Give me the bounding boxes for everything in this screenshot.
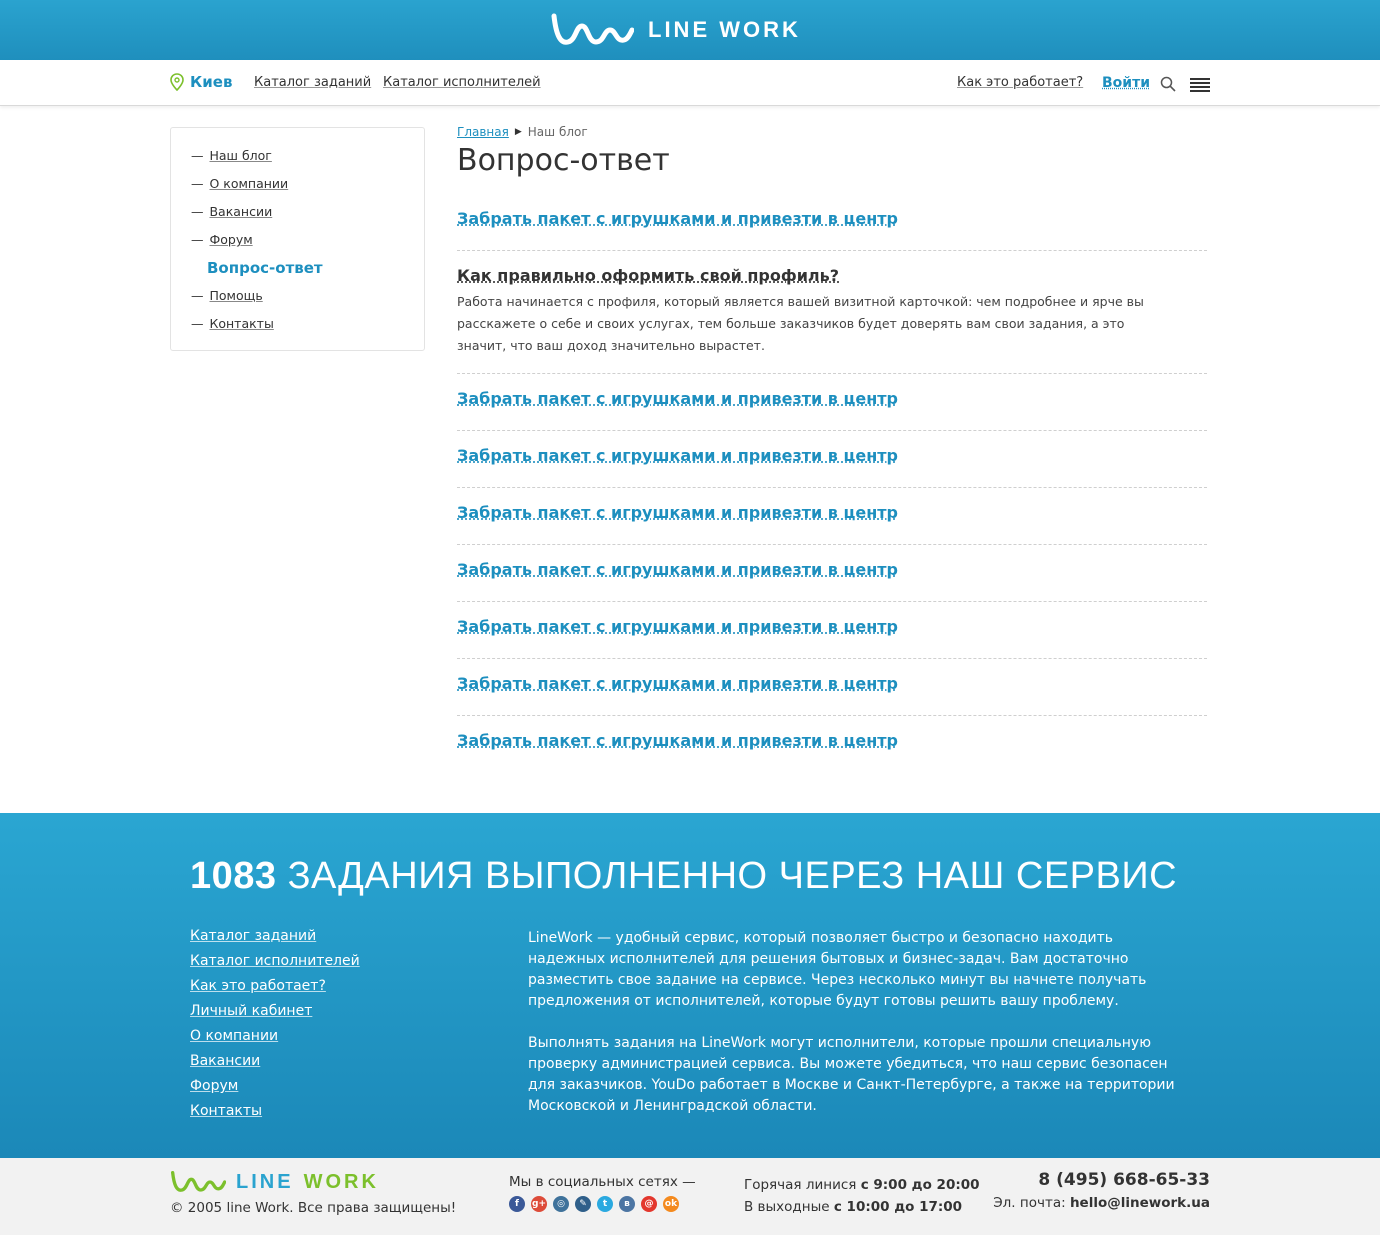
sidebar-item-help[interactable]: — Помощь — [191, 288, 263, 303]
copyright: © 2005 line Work. Все права защищены! — [170, 1200, 457, 1216]
about-text — [528, 928, 1188, 1117]
nav-how-it-works[interactable]: Как это работает? — [957, 75, 1084, 90]
faq-answer: Работа начинается с профиля, который является вашей визитной карточкой: чем подробнее и ярче вы расскажете о себе и своих услугах, тем больше заказчиков будет доверять вам свои задания, а это значит, что ваш доход значительно вырастет. — [457, 294, 1144, 353]
weekend-time: с 10:00 до 17:00 — [833, 1199, 963, 1215]
hotline-time: с 9:00 до 20:00 — [860, 1177, 980, 1193]
sidebar-item-vacancies[interactable]: — Вакансии — [191, 204, 273, 219]
about-paragraph: Выполнять задания на LineWork могут исполнители, которые прошли специальную проверку администрацией сервиса. Вы можете убедиться, что наш сервис безопасен для заказчиков. YouDo работает в Москве и Санкт-Петербурге, а также на территории Московской и Ленинградской области. — [528, 1035, 1175, 1114]
faq-item — [457, 674, 1207, 693]
footer-link-task-catalog[interactable]: Каталог заданий — [190, 928, 317, 944]
search-icon — [1160, 76, 1176, 92]
faq-item — [457, 209, 1207, 228]
faq-item — [457, 560, 1207, 579]
faq-item — [457, 617, 1207, 636]
chevron-right-icon: ▶ — [514, 127, 522, 137]
footer-link-forum[interactable]: Форум — [190, 1078, 239, 1094]
breadcrumb — [457, 125, 588, 139]
hotline-hours — [744, 1174, 980, 1218]
vk-icon[interactable]: в — [619, 1196, 635, 1212]
nav-task-catalog[interactable]: Каталог заданий — [254, 75, 372, 90]
sidebar-item-label: Помощь — [209, 288, 263, 303]
footer-link-about[interactable]: О компании — [190, 1028, 279, 1044]
sidebar-item-about[interactable]: — О компании — [191, 176, 289, 191]
faq-item — [457, 446, 1207, 465]
sidebar-item-contacts[interactable]: — Контакты — [191, 316, 274, 331]
logo-mark-icon — [170, 1170, 226, 1194]
faq-divider — [457, 715, 1207, 716]
email-link[interactable]: hello@linework.ua — [1069, 1195, 1210, 1211]
brand-header — [0, 0, 1380, 60]
faq-question[interactable]: Забрать пакет с игрушками и привезти в центр — [457, 674, 898, 693]
faq-question-open[interactable]: Как правильно оформить свой профиль? — [457, 266, 840, 285]
stat-number: 1083 — [190, 855, 277, 897]
footer-bottom — [0, 1158, 1380, 1235]
phone-number[interactable]: 8 (495) 668-65-33 — [1038, 1170, 1210, 1190]
sidebar-menu — [170, 127, 425, 351]
site-logo[interactable] — [550, 10, 801, 50]
footer-link-account[interactable]: Личный кабинет — [190, 1003, 313, 1019]
faq-divider — [457, 601, 1207, 602]
faq-divider — [457, 430, 1207, 431]
faq-item — [457, 389, 1207, 408]
footer-link-performer-catalog[interactable]: Каталог исполнителей — [190, 953, 360, 969]
faq-divider — [457, 250, 1207, 251]
sidebar-item-faq-active[interactable] — [191, 258, 404, 286]
faq-question[interactable]: Забрать пакет с игрушками и привезти в центр — [457, 389, 898, 408]
faq-question[interactable]: Забрать пакет с игрушками и привезти в центр — [457, 446, 898, 465]
sidebar-item-label: Наш блог — [209, 148, 272, 163]
livejournal-icon[interactable]: ✎ — [575, 1196, 591, 1212]
faq-divider — [457, 487, 1207, 488]
faq-question[interactable]: Забрать пакет с игрушками и привезти в центр — [457, 503, 898, 522]
logo-mark-icon — [550, 12, 634, 48]
hamburger-menu-icon — [1190, 78, 1210, 92]
hotline-label: Горячая линися — [744, 1177, 857, 1193]
logo-text: LINE WORK — [648, 17, 801, 42]
sidebar-item-label: Контакты — [209, 316, 274, 331]
completed-tasks-stat — [190, 855, 1177, 898]
top-navigation — [0, 60, 1380, 106]
faq-question[interactable]: Забрать пакет с игрушками и привезти в центр — [457, 731, 898, 750]
city-selector[interactable] — [170, 73, 232, 91]
footer-links — [190, 928, 360, 1128]
odnoklassniki-icon[interactable]: ok — [663, 1196, 679, 1212]
stat-text: ЗАДАНИЯ ВЫПОЛНЕННО ЧЕРЕЗ НАШ СЕРВИС — [287, 855, 1178, 897]
faq-divider — [457, 544, 1207, 545]
mailru-icon[interactable]: @ — [641, 1196, 657, 1212]
footer-logo[interactable] — [170, 1170, 379, 1194]
breadcrumb-home[interactable]: Главная — [457, 125, 509, 139]
city-name: Киев — [190, 73, 233, 91]
faq-item — [457, 503, 1207, 522]
social-label: Мы в социальных сетях — — [509, 1174, 696, 1190]
faq-divider — [457, 373, 1207, 374]
nav-performer-catalog[interactable]: Каталог исполнителей — [383, 75, 541, 90]
footer-info — [0, 813, 1380, 1158]
faq-question[interactable]: Забрать пакет с игрушками и привезти в центр — [457, 560, 898, 579]
sidebar-item-blog[interactable]: — Наш блог — [191, 148, 272, 163]
sidebar-item-label: Форум — [209, 232, 253, 247]
faq-item-open — [457, 266, 1207, 357]
location-pin-icon — [170, 73, 184, 91]
faq-item — [457, 731, 1207, 750]
instagram-icon[interactable]: ◎ — [553, 1196, 569, 1212]
twitter-icon[interactable]: t — [597, 1196, 613, 1212]
social-links — [509, 1196, 679, 1212]
footer-link-contacts[interactable]: Контакты — [190, 1103, 263, 1119]
faq-divider — [457, 658, 1207, 659]
weekend-label: В выходные — [744, 1199, 830, 1215]
faq-question[interactable]: Забрать пакет с игрушками и привезти в центр — [457, 617, 898, 636]
page-title: Вопрос-ответ — [457, 143, 670, 178]
sidebar-item-label: Вакансии — [209, 204, 273, 219]
logo-text-work: WORK — [303, 1170, 379, 1193]
sidebar-item-label: О компании — [209, 176, 289, 191]
facebook-icon[interactable]: f — [509, 1196, 525, 1212]
about-paragraph: LineWork — удобный сервис, который позволяет быстро и безопасно находить надежных исполнителей для решения бытовых и бизнес-задач. Вам достаточно разместить свое задание на сервисе. Через несколько минут вы начнете получать предложения от исполнителей, которые будут готовы решить вашу проблему. — [528, 930, 1147, 1009]
email-label: Эл. почта: — [993, 1195, 1066, 1211]
sidebar-item-label: Вопрос-ответ — [207, 259, 323, 277]
google-plus-icon[interactable]: g+ — [531, 1196, 547, 1212]
sidebar-item-forum[interactable]: — Форум — [191, 232, 253, 247]
email-contact — [993, 1195, 1210, 1211]
faq-question[interactable]: Забрать пакет с игрушками и привезти в центр — [457, 209, 898, 228]
search-button[interactable] — [1160, 76, 1176, 96]
breadcrumb-current: Наш блог — [527, 125, 588, 139]
menu-button[interactable] — [1190, 77, 1210, 96]
logo-text-line: LINE — [236, 1170, 294, 1193]
footer-link-vacancies[interactable]: Вакансии — [190, 1053, 261, 1069]
footer-link-how-it-works[interactable]: Как это работает? — [190, 978, 326, 994]
login-button[interactable]: Войти — [1102, 75, 1151, 91]
